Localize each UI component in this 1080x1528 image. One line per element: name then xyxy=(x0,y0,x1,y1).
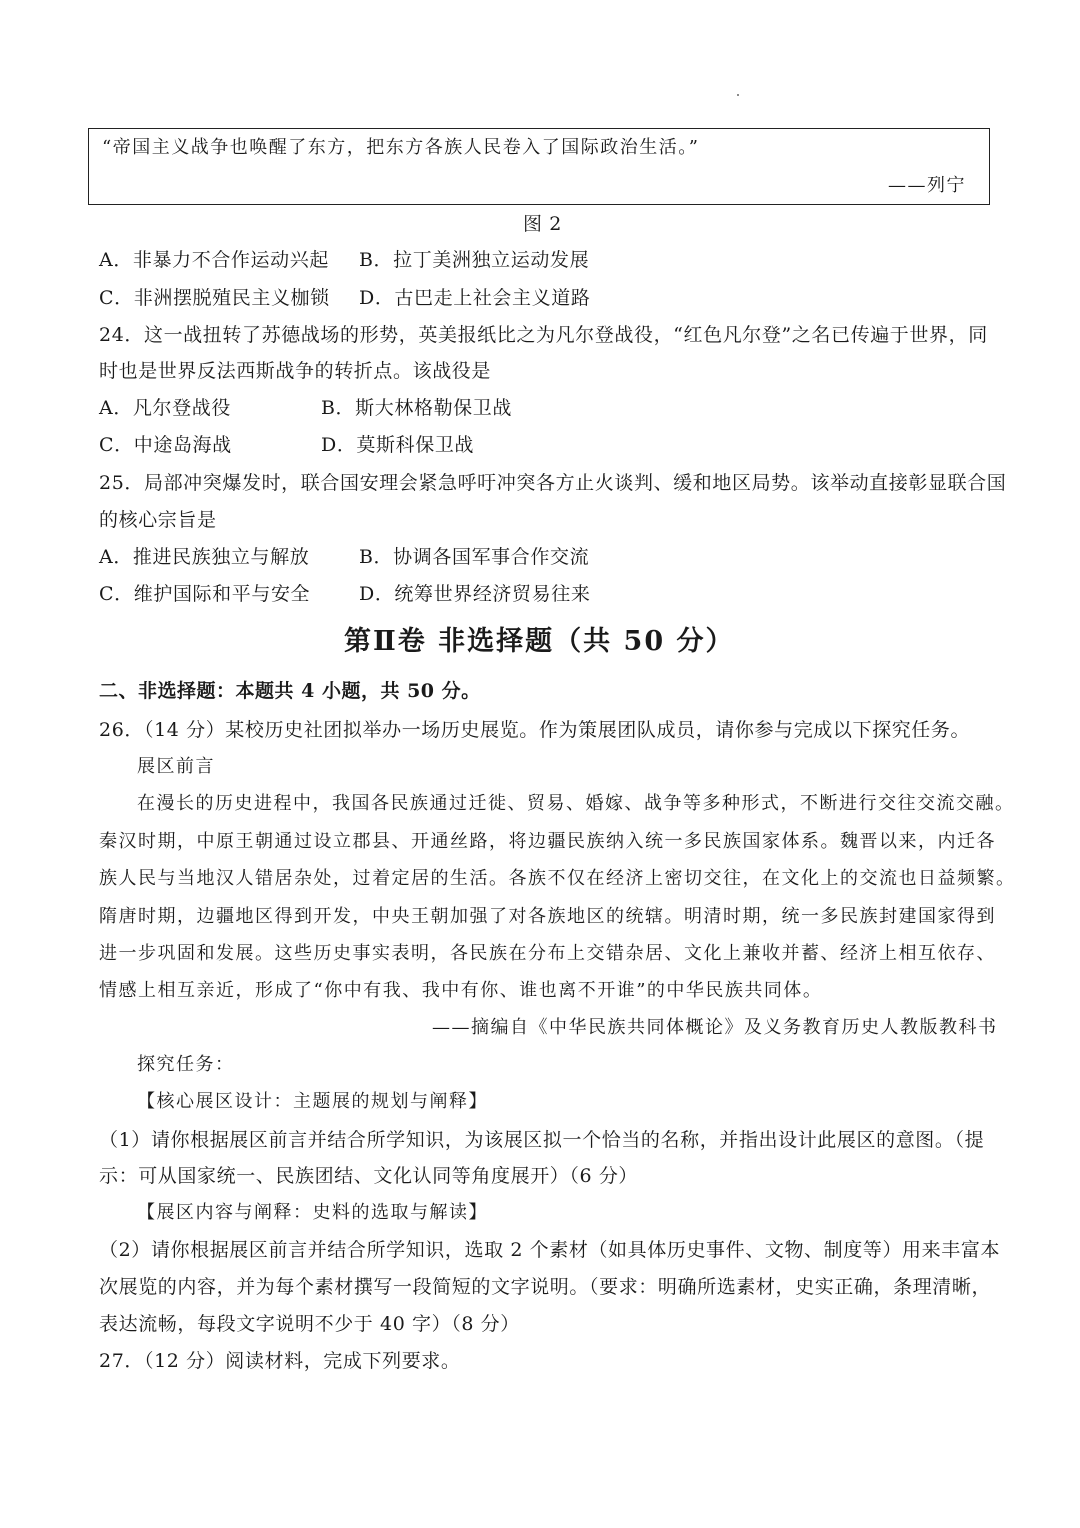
q26-material-line: 秦汉时期，中原王朝通过设立郡县、开通丝路，将边疆民族纳入统一多民族国家体系。魏晋以来，内迁各 xyxy=(99,831,996,852)
q25-stem-line1: 25．局部冲突爆发时，联合国安理会紧急呼吁冲突各方止火谈判、缓和地区局势。该举动直接彰显联合国 xyxy=(99,472,1007,494)
q25-option-b: B．协调各国军事合作交流 xyxy=(359,546,590,568)
q25-option-a: A．推进民族独立与解放 xyxy=(99,546,310,568)
q26-task2-header: 【展区内容与阐释：史料的选取与解读】 xyxy=(137,1202,488,1223)
q24-option-d: D．莫斯科保卫战 xyxy=(321,434,475,456)
q23-option-d: D．古巴走上社会主义道路 xyxy=(359,287,591,309)
section-2-title: 第Ⅱ卷 非选择题（共 50 分） xyxy=(344,626,735,657)
q26-material-line: 族人民与当地汉人错居杂处，过着定居的生活。各族不仅在经济上密切交往，在文化上的交流也日益频繁。 xyxy=(99,868,1016,889)
q26-stem: 26．（14 分）某校历史社团拟举办一场历史展览。作为策展团队成员，请你参与完成以下探究任务。 xyxy=(99,719,971,741)
q26-task1-line1: （1）请你根据展区前言并结合所学知识，为该展区拟一个恰当的名称，并指出设计此展区的意图。（提 xyxy=(99,1129,985,1151)
q23-option-b: B．拉丁美洲独立运动发展 xyxy=(359,249,590,271)
q26-material-line: 进一步巩固和发展。这些历史事实表明，各民族在分布上交错杂居、文化上兼收并蓄、经济上相互依存、 xyxy=(99,943,996,964)
q25-option-c: C．维护国际和平与安全 xyxy=(99,583,311,605)
q26-task1-header: 【核心展区设计：主题展的规划与阐释】 xyxy=(137,1091,488,1112)
q24-stem-line2: 时也是世界反法西斯战争的转折点。该战役是 xyxy=(99,360,492,382)
scan-speck xyxy=(737,94,739,96)
q25-option-d: D．统筹世界经济贸易往来 xyxy=(359,583,591,605)
q26-material-line: 隋唐时期，边疆地区得到开发，中央王朝加强了对各族地区的统辖。明清时期，统一多民族封建国家得到 xyxy=(99,906,996,927)
figure-caption: 图 2 xyxy=(523,213,562,235)
q24-option-b: B．斯大林格勒保卫战 xyxy=(321,397,512,419)
q26-task2-line2: 次展览的内容，并为每个素材撰写一段简短的文字说明。（要求：明确所选素材，史实正确，条理清晰， xyxy=(99,1276,992,1298)
q26-material-line: 情感上相互亲近，形成了“你中有我、我中有你、谁也离不开谁”的中华民族共同体。 xyxy=(99,980,823,1001)
q26-source: ——摘编自《中华民族共同体概论》及义务教育历史人教版教科书 xyxy=(432,1017,998,1038)
quote-text: “帝国主义战争也唤醒了东方，把东方各族人民卷入了国际政治生活。” xyxy=(102,137,700,158)
q25-stem-line2: 的核心宗旨是 xyxy=(99,509,217,531)
q24-option-a: A．凡尔登战役 xyxy=(99,397,231,419)
q26-task2-line1: （2）请你根据展区前言并结合所学知识，选取 2 个素材（如具体历史事件、文物、制度等）用来丰富本 xyxy=(99,1239,1001,1261)
q23-option-c: C．非洲摆脱殖民主义枷锁 xyxy=(99,287,330,309)
q24-stem-line1: 24．这一战扭转了苏德战场的形势，英美报纸比之为凡尔登战役，“红色凡尔登”之名已传遍于世界，同 xyxy=(99,324,988,346)
q27-stem: 27．（12 分）阅读材料，完成下列要求。 xyxy=(99,1350,461,1372)
q26-task1-line2: 示：可从国家统一、民族团结、文化认同等角度展开）（6 分） xyxy=(99,1165,639,1187)
section-2-subtitle: 二、非选择题：本题共 4 小题，共 50 分。 xyxy=(99,680,481,702)
q26-preface-label: 展区前言 xyxy=(137,756,215,777)
quote-author: ——列宁 xyxy=(888,175,966,196)
q26-task-label: 探究任务： xyxy=(137,1054,235,1075)
q26-material-line: 在漫长的历史进程中，我国各民族通过迁徙、贸易、婚嫁、战争等多种形式，不断进行交往交流交融。 xyxy=(137,793,1015,814)
q23-option-a: A．非暴力不合作运动兴起 xyxy=(99,249,329,271)
q24-option-c: C．中途岛海战 xyxy=(99,434,232,456)
q26-task2-line3: 表达流畅，每段文字说明不少于 40 字）（8 分） xyxy=(99,1313,520,1335)
